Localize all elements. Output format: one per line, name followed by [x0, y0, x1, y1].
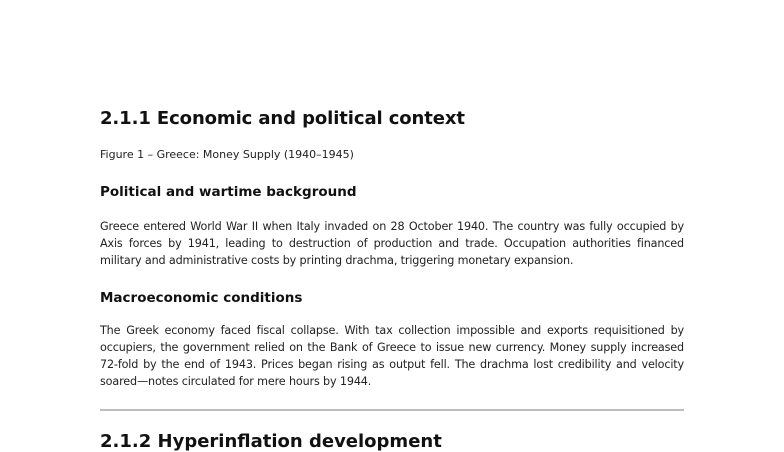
- section-divider: [100, 409, 684, 411]
- paragraph-political-background: Greece entered World War II when Italy invaded on 28 October 1940. The country was fully occupied by Axis forces by 1941, leading to destruction of production and trade. Occupation authorities financed military and administrative costs by printing drachma, triggering monetary expansion.: [100, 220, 684, 267]
- next-section-title: 2.1.2 Hyperinflation development: [100, 431, 442, 452]
- subheading-political-background: Political and wartime background: [100, 184, 357, 200]
- section-title: 2.1.1 Economic and political context: [100, 108, 465, 129]
- subheading-macroeconomic-conditions: Macroeconomic conditions: [100, 290, 303, 306]
- figure-caption: Figure 1 – Greece: Money Supply (1940–1945): [100, 148, 354, 161]
- paragraph-macroeconomic-conditions: The Greek economy faced fiscal collapse. With tax collection impossible and exports requisitioned by occupiers, the government relied on the Bank of Greece to issue new currency. Money supply increased 72-fold by the end of 1943. Prices began rising as output fell. The drachma lost credibility and velocity soared—notes circulated for mere hours by 1944.: [100, 324, 684, 388]
